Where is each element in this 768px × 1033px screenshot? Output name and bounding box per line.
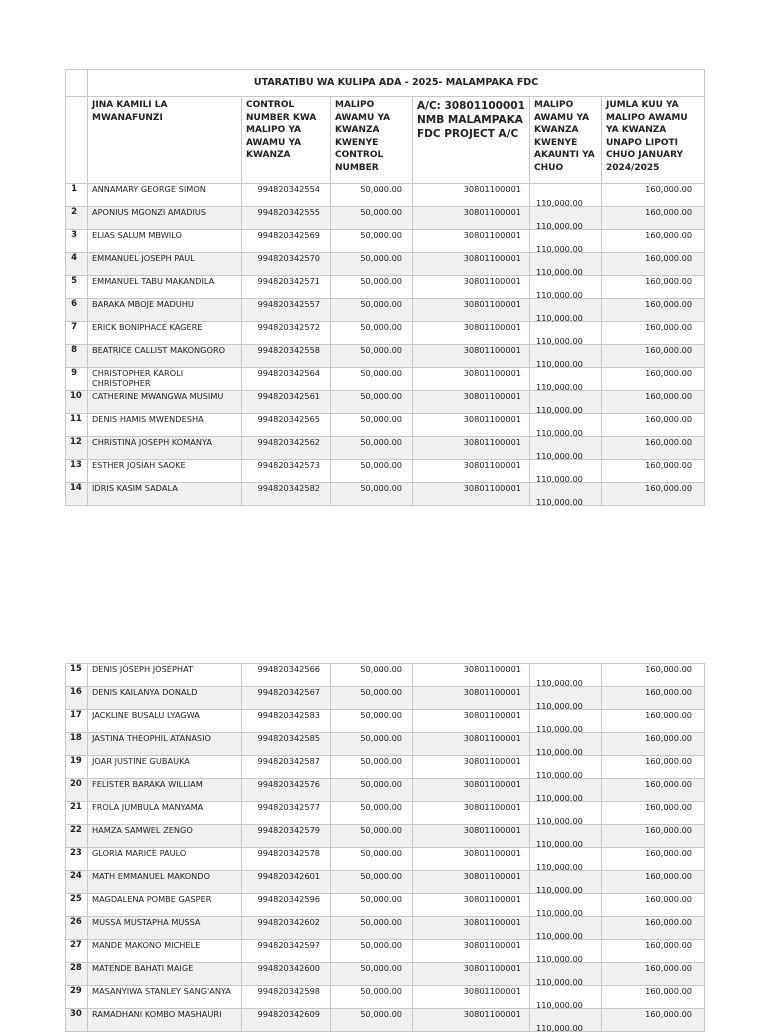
first-payment: 50,000.00 bbox=[331, 756, 413, 779]
student-name: MATH EMMANUEL MAKONDO bbox=[88, 871, 242, 894]
header-name: JINA KAMILI LA MWANAFUNZI bbox=[88, 97, 242, 184]
control-number: 994820342565 bbox=[242, 414, 331, 437]
total-payment: 160,000.00 bbox=[602, 414, 705, 437]
student-name: BARAKA MBOJE MADUHU bbox=[88, 299, 242, 322]
total-payment: 160,000.00 bbox=[602, 391, 705, 414]
table-title-row bbox=[66, 70, 705, 97]
control-number: 994820342577 bbox=[242, 802, 331, 825]
account-number: 30801100001 bbox=[413, 437, 530, 460]
row-number: 3 bbox=[66, 230, 88, 253]
account-number: 30801100001 bbox=[413, 322, 530, 345]
row-number: 26 bbox=[66, 917, 88, 940]
total-payment: 160,000.00 bbox=[602, 345, 705, 368]
second-payment bbox=[530, 940, 602, 963]
table-row bbox=[66, 345, 705, 368]
student-name: CHRISTINA JOSEPH KOMANYA bbox=[88, 437, 242, 460]
student-name: RAMADHANI KOMBO MASHAURI bbox=[88, 1009, 242, 1032]
total-payment: 160,000.00 bbox=[602, 322, 705, 345]
header-account: A/C: 30801100001 NMB MALAMPAKA FDC PROJECT A/C bbox=[413, 97, 530, 184]
second-payment bbox=[530, 756, 602, 779]
header-second-payment: MALIPO AWAMU YA KWANZA KWENYE AKAUNTI YA CHUO bbox=[530, 97, 602, 184]
student-name: DENIS JOSEPH JOSEPHAT bbox=[88, 664, 242, 687]
second-payment-value: 110,000.00 bbox=[536, 885, 583, 895]
table-row bbox=[66, 917, 705, 940]
control-number: 994820342569 bbox=[242, 230, 331, 253]
account-number: 30801100001 bbox=[413, 368, 530, 391]
row-number: 5 bbox=[66, 276, 88, 299]
second-payment bbox=[530, 1009, 602, 1032]
total-payment: 160,000.00 bbox=[602, 483, 705, 506]
first-payment: 50,000.00 bbox=[331, 848, 413, 871]
second-payment-value: 110,000.00 bbox=[536, 382, 583, 392]
account-number: 30801100001 bbox=[413, 253, 530, 276]
second-payment bbox=[530, 391, 602, 414]
student-name: CATHERINE MWANGWA MUSIMU bbox=[88, 391, 242, 414]
student-name: JOAR JUSTINE GUBAUKA bbox=[88, 756, 242, 779]
first-payment: 50,000.00 bbox=[331, 802, 413, 825]
row-number: 16 bbox=[66, 687, 88, 710]
row-number: 24 bbox=[66, 871, 88, 894]
second-payment bbox=[530, 299, 602, 322]
second-payment-value: 110,000.00 bbox=[536, 497, 583, 507]
table-row bbox=[66, 460, 705, 483]
row-number: 22 bbox=[66, 825, 88, 848]
student-name: JACKLINE BUSALU LYAGWA bbox=[88, 710, 242, 733]
total-payment: 160,000.00 bbox=[602, 733, 705, 756]
student-name: ELIAS SALUM MBWILO bbox=[88, 230, 242, 253]
student-name: MATENDE BAHATI MAIGE bbox=[88, 963, 242, 986]
control-number: 994820342602 bbox=[242, 917, 331, 940]
table-row bbox=[66, 207, 705, 230]
row-number: 10 bbox=[66, 391, 88, 414]
student-name: EMMANUEL TABU MAKANDILA bbox=[88, 276, 242, 299]
control-number: 994820342585 bbox=[242, 733, 331, 756]
first-payment: 50,000.00 bbox=[331, 460, 413, 483]
row-number: 25 bbox=[66, 894, 88, 917]
account-number: 30801100001 bbox=[413, 848, 530, 871]
table-header-row bbox=[66, 97, 705, 184]
table-row bbox=[66, 391, 705, 414]
table-row bbox=[66, 894, 705, 917]
first-payment: 50,000.00 bbox=[331, 733, 413, 756]
second-payment-value: 110,000.00 bbox=[536, 678, 583, 688]
second-payment bbox=[530, 437, 602, 460]
total-payment: 160,000.00 bbox=[602, 779, 705, 802]
control-number: 994820342598 bbox=[242, 986, 331, 1009]
first-payment: 50,000.00 bbox=[331, 894, 413, 917]
total-payment: 160,000.00 bbox=[602, 253, 705, 276]
account-number: 30801100001 bbox=[413, 802, 530, 825]
control-number: 994820342600 bbox=[242, 963, 331, 986]
total-payment: 160,000.00 bbox=[602, 368, 705, 391]
student-name: EMMANUEL JOSEPH PAUL bbox=[88, 253, 242, 276]
control-number: 994820342579 bbox=[242, 825, 331, 848]
second-payment bbox=[530, 779, 602, 802]
account-number: 30801100001 bbox=[413, 391, 530, 414]
first-payment: 50,000.00 bbox=[331, 986, 413, 1009]
control-number: 994820342555 bbox=[242, 207, 331, 230]
first-payment: 50,000.00 bbox=[331, 322, 413, 345]
total-payment: 160,000.00 bbox=[602, 963, 705, 986]
second-payment-value: 110,000.00 bbox=[536, 793, 583, 803]
student-name: ANNAMARY GEORGE SIMON bbox=[88, 184, 242, 207]
first-payment: 50,000.00 bbox=[331, 483, 413, 506]
first-payment: 50,000.00 bbox=[331, 1009, 413, 1032]
second-payment bbox=[530, 368, 602, 391]
table-row bbox=[66, 1009, 705, 1032]
second-payment-value: 110,000.00 bbox=[536, 359, 583, 369]
second-payment bbox=[530, 848, 602, 871]
control-number: 994820342558 bbox=[242, 345, 331, 368]
second-payment bbox=[530, 894, 602, 917]
row-number: 4 bbox=[66, 253, 88, 276]
second-payment-value: 110,000.00 bbox=[536, 747, 583, 757]
student-name: GLORIA MARICE PAULO bbox=[88, 848, 242, 871]
total-payment: 160,000.00 bbox=[602, 687, 705, 710]
total-payment: 160,000.00 bbox=[602, 848, 705, 871]
account-number: 30801100001 bbox=[413, 1009, 530, 1032]
table-row bbox=[66, 483, 705, 506]
account-number: 30801100001 bbox=[413, 940, 530, 963]
control-number: 994820342567 bbox=[242, 687, 331, 710]
control-number: 994820342572 bbox=[242, 322, 331, 345]
second-payment bbox=[530, 917, 602, 940]
second-payment-value: 110,000.00 bbox=[536, 701, 583, 711]
table-row bbox=[66, 322, 705, 345]
account-number: 30801100001 bbox=[413, 756, 530, 779]
first-payment: 50,000.00 bbox=[331, 963, 413, 986]
table-row bbox=[66, 253, 705, 276]
table-row bbox=[66, 664, 705, 687]
first-payment: 50,000.00 bbox=[331, 345, 413, 368]
second-payment-value: 110,000.00 bbox=[536, 290, 583, 300]
second-payment-value: 110,000.00 bbox=[536, 405, 583, 415]
second-payment-value: 110,000.00 bbox=[536, 839, 583, 849]
second-payment bbox=[530, 253, 602, 276]
table-row bbox=[66, 756, 705, 779]
control-number: 994820342576 bbox=[242, 779, 331, 802]
header-control-number: CONTROL NUMBER KWA MALIPO YA AWAMU YA KWANZA bbox=[242, 97, 331, 184]
table-row bbox=[66, 230, 705, 253]
second-payment-value: 110,000.00 bbox=[536, 244, 583, 254]
second-payment bbox=[530, 345, 602, 368]
account-number: 30801100001 bbox=[413, 963, 530, 986]
control-number: 994820342566 bbox=[242, 664, 331, 687]
first-payment: 50,000.00 bbox=[331, 253, 413, 276]
second-payment bbox=[530, 825, 602, 848]
second-payment-value: 110,000.00 bbox=[536, 977, 583, 987]
second-payment bbox=[530, 871, 602, 894]
second-payment-value: 110,000.00 bbox=[536, 908, 583, 918]
control-number: 994820342596 bbox=[242, 894, 331, 917]
total-payment: 160,000.00 bbox=[602, 207, 705, 230]
table-row bbox=[66, 687, 705, 710]
second-payment bbox=[530, 963, 602, 986]
second-payment-value: 110,000.00 bbox=[536, 313, 583, 323]
total-payment: 160,000.00 bbox=[602, 917, 705, 940]
first-payment: 50,000.00 bbox=[331, 940, 413, 963]
row-number: 21 bbox=[66, 802, 88, 825]
row-number: 30 bbox=[66, 1009, 88, 1032]
control-number: 994820342554 bbox=[242, 184, 331, 207]
table-row bbox=[66, 710, 705, 733]
first-payment: 50,000.00 bbox=[331, 710, 413, 733]
account-number: 30801100001 bbox=[413, 276, 530, 299]
first-payment: 50,000.00 bbox=[331, 917, 413, 940]
second-payment-value: 110,000.00 bbox=[536, 724, 583, 734]
total-payment: 160,000.00 bbox=[602, 871, 705, 894]
second-payment bbox=[530, 986, 602, 1009]
second-payment bbox=[530, 276, 602, 299]
row-number: 17 bbox=[66, 710, 88, 733]
control-number: 994820342564 bbox=[242, 368, 331, 391]
second-payment-value: 110,000.00 bbox=[536, 1023, 583, 1033]
table-row bbox=[66, 437, 705, 460]
control-number: 994820342587 bbox=[242, 756, 331, 779]
total-payment: 160,000.00 bbox=[602, 437, 705, 460]
row-number: 12 bbox=[66, 437, 88, 460]
first-payment: 50,000.00 bbox=[331, 391, 413, 414]
control-number: 994820342561 bbox=[242, 391, 331, 414]
table-row bbox=[66, 802, 705, 825]
account-number: 30801100001 bbox=[413, 207, 530, 230]
student-name: CHRISTOPHER KAROLI CHRISTOPHER bbox=[88, 368, 242, 391]
account-number: 30801100001 bbox=[413, 986, 530, 1009]
row-number: 15 bbox=[66, 664, 88, 687]
row-number: 20 bbox=[66, 779, 88, 802]
total-payment: 160,000.00 bbox=[602, 986, 705, 1009]
row-number: 6 bbox=[66, 299, 88, 322]
table-row bbox=[66, 733, 705, 756]
first-payment: 50,000.00 bbox=[331, 184, 413, 207]
table-row bbox=[66, 299, 705, 322]
student-name: DENIS KAILANYA DONALD bbox=[88, 687, 242, 710]
student-name: MANDE MAKONO MICHELE bbox=[88, 940, 242, 963]
row-number: 11 bbox=[66, 414, 88, 437]
second-payment bbox=[530, 687, 602, 710]
first-payment: 50,000.00 bbox=[331, 230, 413, 253]
table-row bbox=[66, 940, 705, 963]
second-payment-value: 110,000.00 bbox=[536, 221, 583, 231]
second-payment bbox=[530, 460, 602, 483]
first-payment: 50,000.00 bbox=[331, 414, 413, 437]
second-payment bbox=[530, 733, 602, 756]
row-number: 2 bbox=[66, 207, 88, 230]
second-payment-value: 110,000.00 bbox=[536, 954, 583, 964]
account-number: 30801100001 bbox=[413, 345, 530, 368]
first-payment: 50,000.00 bbox=[331, 276, 413, 299]
second-payment bbox=[530, 207, 602, 230]
total-payment: 160,000.00 bbox=[602, 710, 705, 733]
first-payment: 50,000.00 bbox=[331, 299, 413, 322]
row-number: 19 bbox=[66, 756, 88, 779]
row-number: 27 bbox=[66, 940, 88, 963]
student-name: DENIS HAMIS MWENDESHA bbox=[88, 414, 242, 437]
student-name: IDRIS KASIM SADALA bbox=[88, 483, 242, 506]
second-payment-value: 110,000.00 bbox=[536, 474, 583, 484]
second-payment-value: 110,000.00 bbox=[536, 770, 583, 780]
total-payment: 160,000.00 bbox=[602, 184, 705, 207]
fee-table-part-2 bbox=[65, 663, 705, 1032]
account-number: 30801100001 bbox=[413, 687, 530, 710]
account-number: 30801100001 bbox=[413, 894, 530, 917]
account-number: 30801100001 bbox=[413, 917, 530, 940]
total-payment: 160,000.00 bbox=[602, 940, 705, 963]
account-number: 30801100001 bbox=[413, 825, 530, 848]
row-number: 1 bbox=[66, 184, 88, 207]
total-payment: 160,000.00 bbox=[602, 756, 705, 779]
control-number: 994820342582 bbox=[242, 483, 331, 506]
control-number: 994820342562 bbox=[242, 437, 331, 460]
header-first-payment: MALIPO AWAMU YA KWANZA KWENYE CONTROL NUMBER bbox=[331, 97, 413, 184]
total-payment: 160,000.00 bbox=[602, 894, 705, 917]
first-payment: 50,000.00 bbox=[331, 779, 413, 802]
fee-table-part-1 bbox=[65, 69, 705, 506]
row-number: 9 bbox=[66, 368, 88, 391]
row-number: 18 bbox=[66, 733, 88, 756]
second-payment-value: 110,000.00 bbox=[536, 198, 583, 208]
table-row bbox=[66, 368, 705, 391]
second-payment bbox=[530, 322, 602, 345]
table-row bbox=[66, 414, 705, 437]
second-payment bbox=[530, 483, 602, 506]
table-row bbox=[66, 963, 705, 986]
second-payment-value: 110,000.00 bbox=[536, 451, 583, 461]
first-payment: 50,000.00 bbox=[331, 871, 413, 894]
control-number: 994820342578 bbox=[242, 848, 331, 871]
account-number: 30801100001 bbox=[413, 230, 530, 253]
student-name: FELISTER BARAKA WILLIAM bbox=[88, 779, 242, 802]
second-payment-value: 110,000.00 bbox=[536, 428, 583, 438]
table-row bbox=[66, 825, 705, 848]
second-payment bbox=[530, 230, 602, 253]
table-row bbox=[66, 986, 705, 1009]
table-row bbox=[66, 184, 705, 207]
row-number: 28 bbox=[66, 963, 88, 986]
first-payment: 50,000.00 bbox=[331, 825, 413, 848]
second-payment-value: 110,000.00 bbox=[536, 816, 583, 826]
first-payment: 50,000.00 bbox=[331, 437, 413, 460]
account-number: 30801100001 bbox=[413, 184, 530, 207]
student-name: BEATRICE CALLIST MAKONGORO bbox=[88, 345, 242, 368]
total-payment: 160,000.00 bbox=[602, 664, 705, 687]
second-payment bbox=[530, 710, 602, 733]
second-payment bbox=[530, 664, 602, 687]
student-name: JASTINA THEOPHIL ATANASIO bbox=[88, 733, 242, 756]
first-payment: 50,000.00 bbox=[331, 368, 413, 391]
control-number: 994820342609 bbox=[242, 1009, 331, 1032]
first-payment: 50,000.00 bbox=[331, 207, 413, 230]
account-number: 30801100001 bbox=[413, 664, 530, 687]
row-number: 29 bbox=[66, 986, 88, 1009]
student-name: MASANYIWA STANLEY SANG'ANYA bbox=[88, 986, 242, 1009]
table-row bbox=[66, 848, 705, 871]
account-number: 30801100001 bbox=[413, 483, 530, 506]
row-number: 23 bbox=[66, 848, 88, 871]
account-number: 30801100001 bbox=[413, 460, 530, 483]
table-title: UTARATIBU WA KULIPA ADA - 2025- MALAMPAKA FDC bbox=[88, 70, 705, 97]
control-number: 994820342557 bbox=[242, 299, 331, 322]
total-payment: 160,000.00 bbox=[602, 299, 705, 322]
second-payment bbox=[530, 184, 602, 207]
second-payment-value: 110,000.00 bbox=[536, 862, 583, 872]
second-payment bbox=[530, 414, 602, 437]
account-number: 30801100001 bbox=[413, 414, 530, 437]
total-payment: 160,000.00 bbox=[602, 276, 705, 299]
total-payment: 160,000.00 bbox=[602, 230, 705, 253]
header-total: JUMLA KUU YA MALIPO AWAMU YA KWANZA UNAPO LIPOTI CHUO JANUARY 2024/2025 bbox=[602, 97, 705, 184]
total-payment: 160,000.00 bbox=[602, 1009, 705, 1032]
student-name: ESTHER JOSIAH SAOKE bbox=[88, 460, 242, 483]
student-name: HAMZA SAMWEL ZENGO bbox=[88, 825, 242, 848]
row-number: 13 bbox=[66, 460, 88, 483]
control-number: 994820342573 bbox=[242, 460, 331, 483]
account-number: 30801100001 bbox=[413, 733, 530, 756]
account-number: 30801100001 bbox=[413, 710, 530, 733]
second-payment-value: 110,000.00 bbox=[536, 1000, 583, 1010]
table-row bbox=[66, 276, 705, 299]
row-number: 7 bbox=[66, 322, 88, 345]
student-name: FROLA JUMBULA MANYAMA bbox=[88, 802, 242, 825]
row-number: 14 bbox=[66, 483, 88, 506]
total-payment: 160,000.00 bbox=[602, 825, 705, 848]
student-name: MAGDALENA POMBE GASPER bbox=[88, 894, 242, 917]
table-row bbox=[66, 779, 705, 802]
first-payment: 50,000.00 bbox=[331, 687, 413, 710]
second-payment bbox=[530, 802, 602, 825]
control-number: 994820342571 bbox=[242, 276, 331, 299]
table-row bbox=[66, 871, 705, 894]
account-number: 30801100001 bbox=[413, 779, 530, 802]
control-number: 994820342601 bbox=[242, 871, 331, 894]
second-payment-value: 110,000.00 bbox=[536, 336, 583, 346]
second-payment-value: 110,000.00 bbox=[536, 931, 583, 941]
total-payment: 160,000.00 bbox=[602, 802, 705, 825]
student-name: APONIUS MGONZI AMADIUS bbox=[88, 207, 242, 230]
control-number: 994820342570 bbox=[242, 253, 331, 276]
control-number: 994820342597 bbox=[242, 940, 331, 963]
account-number: 30801100001 bbox=[413, 299, 530, 322]
account-number: 30801100001 bbox=[413, 871, 530, 894]
row-number: 8 bbox=[66, 345, 88, 368]
first-payment: 50,000.00 bbox=[331, 664, 413, 687]
control-number: 994820342583 bbox=[242, 710, 331, 733]
second-payment-value: 110,000.00 bbox=[536, 267, 583, 277]
student-name: ERICK BONIPHACE KAGERE bbox=[88, 322, 242, 345]
total-payment: 160,000.00 bbox=[602, 460, 705, 483]
student-name: MUSSA MUSTAPHA MUSSA bbox=[88, 917, 242, 940]
